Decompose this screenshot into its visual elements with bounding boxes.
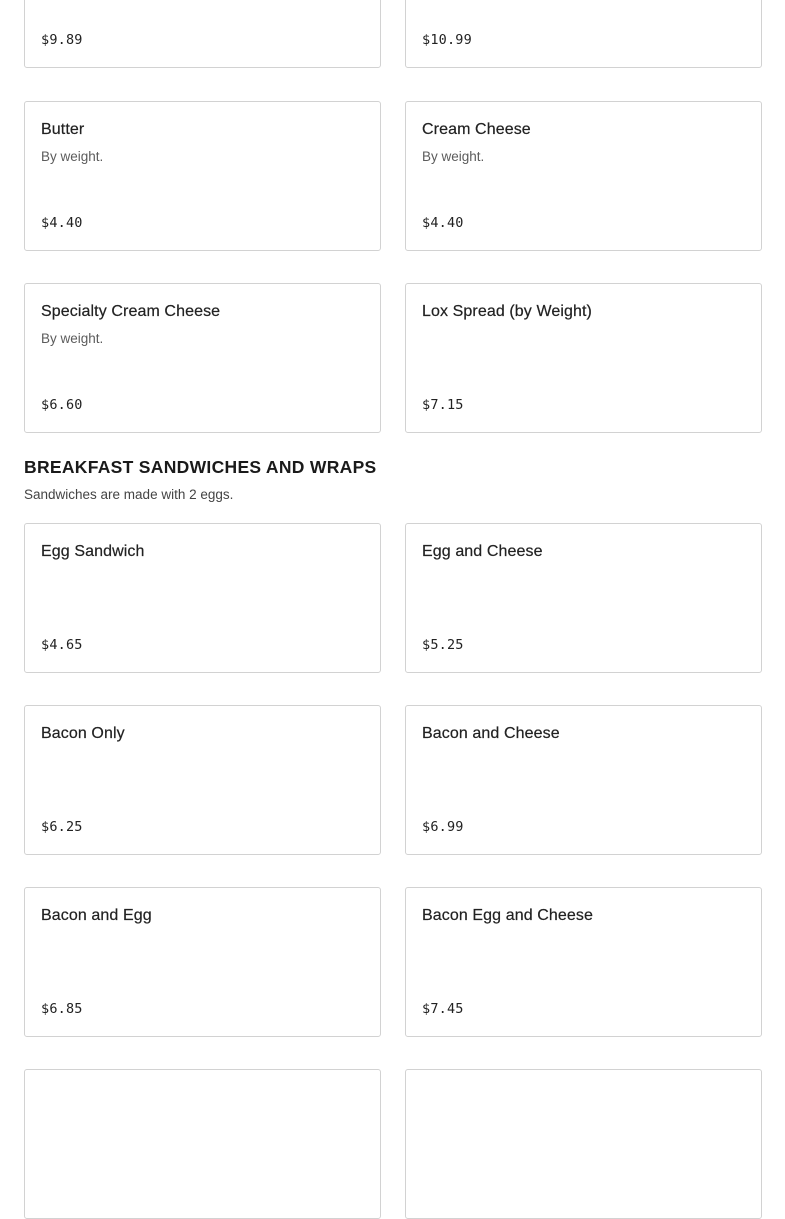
- menu-item-card[interactable]: [24, 1069, 381, 1219]
- item-price: $7.45: [422, 1001, 464, 1017]
- item-description: By weight.: [41, 331, 104, 346]
- item-name: Lox Spread (by Weight): [422, 303, 592, 320]
- item-name: Cream Cheese: [422, 121, 531, 138]
- item-name: Bacon Egg and Cheese: [422, 907, 594, 924]
- menu-item-card-lox-spread[interactable]: [405, 283, 762, 433]
- item-price: $4.40: [422, 215, 464, 231]
- item-name: Bacon and Cheese: [422, 725, 560, 742]
- item-price: $4.65: [41, 637, 83, 653]
- item-price: $6.60: [41, 397, 83, 413]
- item-price: $9.89: [41, 32, 83, 48]
- item-price: $6.85: [41, 1001, 83, 1017]
- menu-item-card[interactable]: [24, 0, 381, 68]
- item-price: $5.25: [422, 637, 464, 653]
- item-description: By weight.: [41, 149, 104, 164]
- menu-item-card-bacon-egg-and-cheese[interactable]: [405, 887, 762, 1037]
- item-name: Bacon Only: [41, 725, 125, 742]
- menu-item-card-bacon-and-egg[interactable]: [24, 887, 381, 1037]
- item-price: $6.99: [422, 819, 464, 835]
- item-name: Egg and Cheese: [422, 543, 543, 560]
- menu-item-card[interactable]: [405, 0, 762, 68]
- section-description: Sandwiches are made with 2 eggs.: [24, 487, 234, 502]
- menu-item-card-egg-sandwich[interactable]: [24, 523, 381, 673]
- item-name: Egg Sandwich: [41, 543, 145, 560]
- menu-item-card-bacon-only[interactable]: [24, 705, 381, 855]
- item-price: $4.40: [41, 215, 83, 231]
- item-name: Butter: [41, 121, 85, 138]
- menu-item-card-cream-cheese[interactable]: [405, 101, 762, 251]
- item-price: $6.25: [41, 819, 83, 835]
- item-name: Specialty Cream Cheese: [41, 303, 221, 320]
- menu-item-card-bacon-and-cheese[interactable]: [405, 705, 762, 855]
- menu-item-card-butter[interactable]: [24, 101, 381, 251]
- section-title: BREAKFAST SANDWICHES AND WRAPS: [24, 457, 377, 477]
- menu-item-card-specialty-cream-cheese[interactable]: [24, 283, 381, 433]
- menu-item-card[interactable]: [405, 1069, 762, 1219]
- item-description: By weight.: [422, 149, 485, 164]
- menu-item-card-egg-and-cheese[interactable]: [405, 523, 762, 673]
- item-price: $7.15: [422, 397, 464, 413]
- item-price: $10.99: [422, 32, 472, 48]
- item-name: Bacon and Egg: [41, 907, 152, 924]
